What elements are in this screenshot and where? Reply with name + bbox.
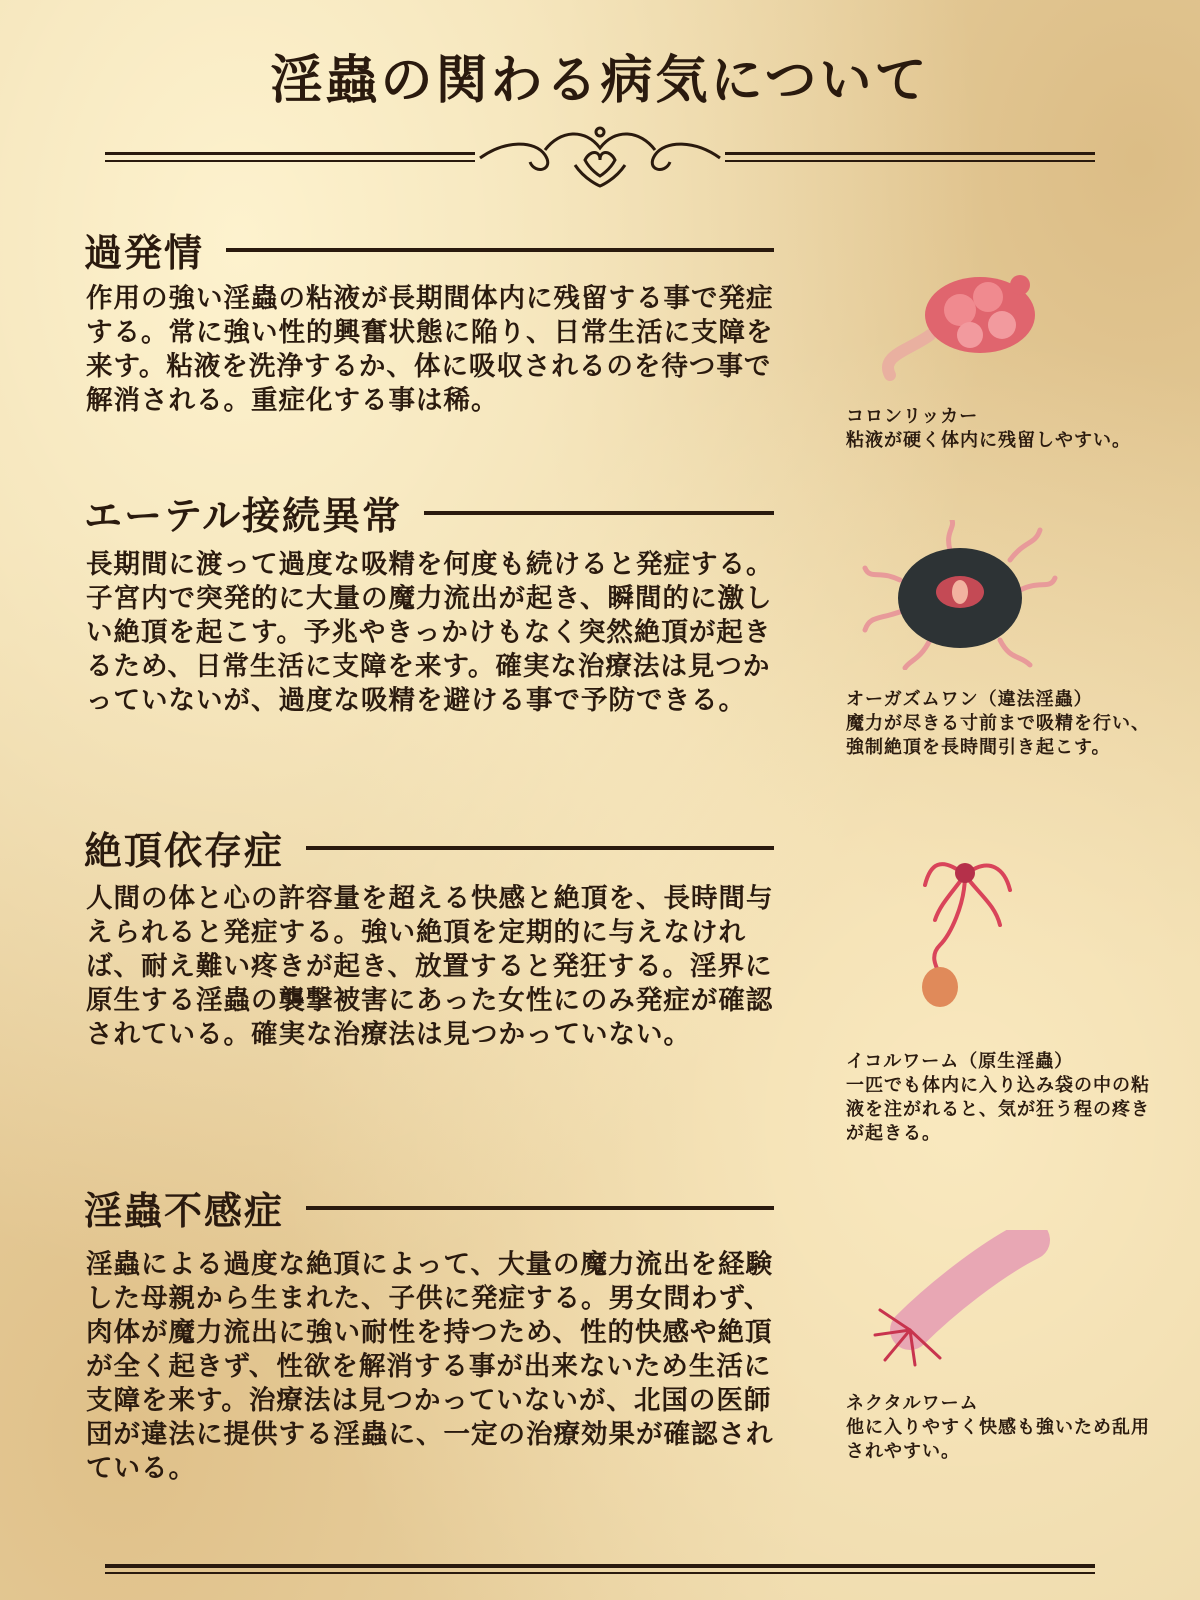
bottom-divider — [105, 1560, 1095, 1580]
creature-caption-2: オーガズムワン（違法淫蟲） 魔力が尽きる寸前まで吸精を行い、強制絶頂を長時間引き起こす。 — [846, 689, 1150, 758]
section-heading-4 — [84, 1180, 774, 1235]
creature-caption-3: イコルワーム（原生淫蟲） 一匹でも体内に入り込み袋の中の粘液を注がれると、気が狂う程の疼きが起きる。 — [846, 1051, 1150, 1144]
section-heading-text: 絶頂依存症 — [84, 829, 285, 873]
section-body-1: 作用の強い淫蟲の粘液が長期間体内に残留する事で発症する。常に強い性的興奮状態に陥り、日常生活に支障を来す。粘液を洗浄するか、体に吸収されるのを待つ事で解消される。重症化する事は稀。 — [86, 283, 774, 416]
page-title: 淫蟲の関わる病気について — [270, 51, 930, 111]
heading-rule — [424, 511, 774, 515]
ornament-divider — [105, 120, 1095, 190]
orgasm-one-creature-icon — [860, 520, 1060, 670]
section-body-4: 淫蟲による過度な絶頂によって、大量の魔力流出を経験した母親から生まれた、子供に発症する。男女問わず、肉体が魔力流出に強い耐性を持つため、性的快感や絶頂が全く起きず、性欲を解消する事が出来ないため生活に支障を来す。治療法は見つかっていないが、北国の医師団が違法に提供する淫蟲に、一定の治療効果が確認されている。 — [86, 1249, 774, 1484]
colon-licker-creature-icon — [870, 255, 1050, 395]
section-heading-text: 過発情 — [84, 231, 205, 275]
heading-rule — [306, 1206, 774, 1210]
creature-caption-1: コロンリッカー 粘液が硬く体内に残留しやすい。 — [846, 406, 1131, 451]
section-heading-2 — [84, 485, 774, 540]
heading-rule — [226, 248, 774, 252]
section-body-3: 人間の体と心の許容量を超える快感と絶頂を、長時間与えられると発症する。強い絶頂を定期的に与えなければ、耐え難い疼きが起き、放置すると発狂する。淫界に原生する淫蟲の襲撃被害にあった女性にのみ発症が確認されている。確実な治療法は見つかっていない。 — [86, 883, 774, 1050]
section-body-2: 長期間に渡って過度な吸精を何度も続けると発症する。子宮内で突発的に大量の魔力流出が起き、瞬間的に激しい絶頂を起こす。予兆やきっかけもなく突然絶頂が起きるため、日常生活に支障を来す。確実な治療法は見つかっていないが、過度な吸精を避ける事で予防できる。 — [86, 549, 774, 716]
section-heading-text: 淫蟲不感症 — [84, 1189, 285, 1233]
creature-caption-4: ネクタルワーム 他に入りやすく快感も強いため乱用されやすい。 — [846, 1393, 1150, 1462]
nectar-worm-creature-icon — [870, 1230, 1050, 1370]
section-heading-3 — [84, 820, 774, 875]
section-heading-1 — [84, 222, 774, 277]
section-heading-text: エーテル接続異常 — [84, 494, 403, 538]
heading-rule — [306, 846, 774, 850]
ichor-worm-creature-icon — [910, 835, 1020, 1010]
